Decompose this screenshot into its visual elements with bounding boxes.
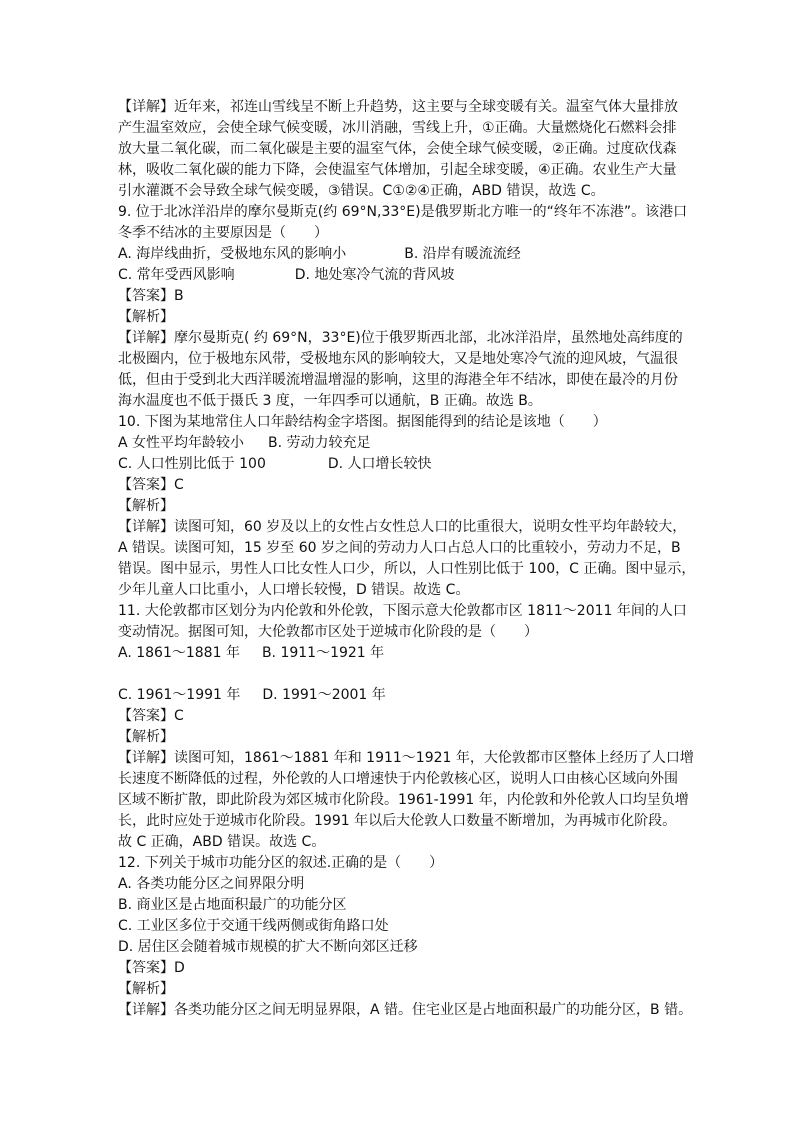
- option-9-c: C. 常年受西风影响: [118, 267, 235, 283]
- text-line: 故 C 正确，ABD 错误。故选 C。: [118, 834, 326, 850]
- question-9-options-row: [118, 244, 521, 265]
- text-line: 区域不断扩散，即此阶段为郊区城市化阶段。1961-1991 年，内伦敦和外伦敦人口均呈负增: [118, 792, 689, 808]
- option-12-d: D. 居住区会随着城市规模的扩大不断向郊区迁移: [118, 939, 418, 955]
- question-10-options-row: [118, 454, 432, 475]
- text-line: 长速度不断降低的过程，外伦敦的人口增速快于内伦敦核心区，说明人口由核心区域向外围: [118, 771, 678, 787]
- analysis-label: 【解析】: [118, 498, 174, 514]
- answer-10: 【答案】C: [118, 477, 184, 493]
- option-10-a: A 女性平均年龄较小: [118, 435, 245, 451]
- text-line: 【详解】读图可知，1861～1881 年和 1911～1921 年，大伦敦都市区整体上经历了人口增: [118, 750, 694, 766]
- text-line: 放大量二氧化碳，而二氧化碳是主要的温室气体，会使全球气候变暖，②正确。过度砍伐森: [118, 141, 677, 157]
- question-10-options-row: [118, 433, 371, 454]
- option-9-d: D. 地处寒冷气流的背风坡: [294, 267, 455, 283]
- text-line: 林，吸收二氧化碳的能力下降，会使温室气体增加，引起全球变暖，④正确。农业生产大量: [118, 162, 677, 178]
- option-10-c: C. 人口性别比低于 100: [118, 456, 266, 472]
- option-10-d: D. 人口增长较快: [327, 456, 432, 472]
- option-11-b: B. 1911～1921 年: [261, 645, 385, 661]
- option-12-b: B. 商业区是占地面积最广的功能分区: [118, 897, 347, 913]
- option-9-b: B. 沿岸有暖流流经: [404, 246, 521, 262]
- analysis-label: 【解析】: [118, 309, 174, 325]
- text-line: 产生温室效应，会使全球气候变暖，冰川消融，雪线上升，①正确。大量燃烧化石燃料会排: [118, 120, 677, 136]
- text-line: 长，此时应处于逆城市化阶段。1991 年以后大伦敦人口数量不断增加，为再城市化阶段。: [118, 813, 677, 829]
- option-11-d: D. 1991～2001 年: [262, 687, 386, 703]
- text-line: 海水温度也不低于摄氏 3 度，一年四季可以通航，B 正确。故选 B。: [118, 393, 542, 409]
- option-11-c: C. 1961～1991 年: [118, 687, 241, 703]
- text-line: 【详解】读图可知，60 岁及以上的女性占女性总人口的比重很大，说明女性平均年龄较大，: [118, 519, 687, 535]
- answer-11: 【答案】C: [118, 708, 184, 724]
- text-line: 【详解】各类功能分区之间无明显界限，A 错。住宅业区是占地面积最广的功能分区，B 错。: [118, 1002, 693, 1018]
- text-line: 【详解】近年来，祁连山雪线呈不断上升趋势，这主要与全球变暖有关。温室气体大量排放: [118, 99, 678, 115]
- question-11-options-row: [118, 685, 386, 706]
- text-line: 【详解】摩尔曼斯克( 约 69°N，33°E)位于俄罗斯西北部，北冰洋沿岸，虽然地处高纬度的: [118, 330, 683, 346]
- text-line: A 错误。读图可知，15 岁至 60 岁之间的劳动力人口占总人口的比重较小，劳动力不足，B: [118, 540, 681, 556]
- option-12-c: C. 工业区多位于交通干线两侧或街角路口处: [118, 918, 389, 934]
- question-11-options-row: [118, 643, 384, 664]
- answer-12: 【答案】D: [118, 960, 185, 976]
- question-9-options-row: [118, 265, 454, 286]
- question-11-stem: 变动情况。据图可知，大伦敦都市区处于逆城市化阶段的是（ ）: [118, 624, 538, 640]
- option-11-a: A. 1861～1881 年: [118, 645, 240, 661]
- question-11-stem: 11. 大伦敦都市区划分为内伦敦和外伦敦，下图示意大伦敦都市区 1811～2011 年间的人口: [118, 603, 687, 619]
- text-line: 低，但由于受到北大西洋暖流增温增湿的影响，这里的海港全年不结冰，即使在最冷的月份: [118, 372, 678, 388]
- analysis-label: 【解析】: [118, 729, 174, 745]
- option-9-a: A. 海岸线曲折，受极地东风的影响小: [118, 246, 347, 262]
- option-10-b: B. 劳动力较充足: [268, 435, 371, 451]
- option-12-a: A. 各类功能分区之间界限分明: [118, 876, 305, 892]
- text-line: 错误。图中显示，男性人口比女性人口少，所以，人口性别比低于 100，C 正确。图中显示，: [118, 561, 696, 577]
- question-12-stem: 12. 下列关于城市功能分区的叙述.正确的是（ ）: [118, 855, 444, 871]
- analysis-label: 【解析】: [118, 981, 174, 997]
- text-line: 少年儿童人口比重小，人口增长较慢，D 错误。故选 C。: [118, 582, 470, 598]
- question-9-stem: 9. 位于北冰洋沿岸的摩尔曼斯克(约 69°N,33°E)是俄罗斯北方唯一的“终年不冻港”。该港口: [118, 204, 688, 220]
- text-line: 北极圈内，位于极地东风带，受极地东风的影响较大，又是地处寒冷气流的迎风坡，气温很: [118, 351, 678, 367]
- answer-9: 【答案】B: [118, 288, 184, 304]
- question-10-stem: 10. 下图为某地常住人口年龄结构金字塔图。据图能得到的结论是该地（ ）: [118, 414, 607, 430]
- text-line: 引水灌溉不会导致全球气候变暖，③错误。C①②④正确，ABD 错误，故选 C。: [118, 183, 605, 199]
- question-9-stem: 冬季不结冰的主要原因是（ ）: [118, 225, 328, 241]
